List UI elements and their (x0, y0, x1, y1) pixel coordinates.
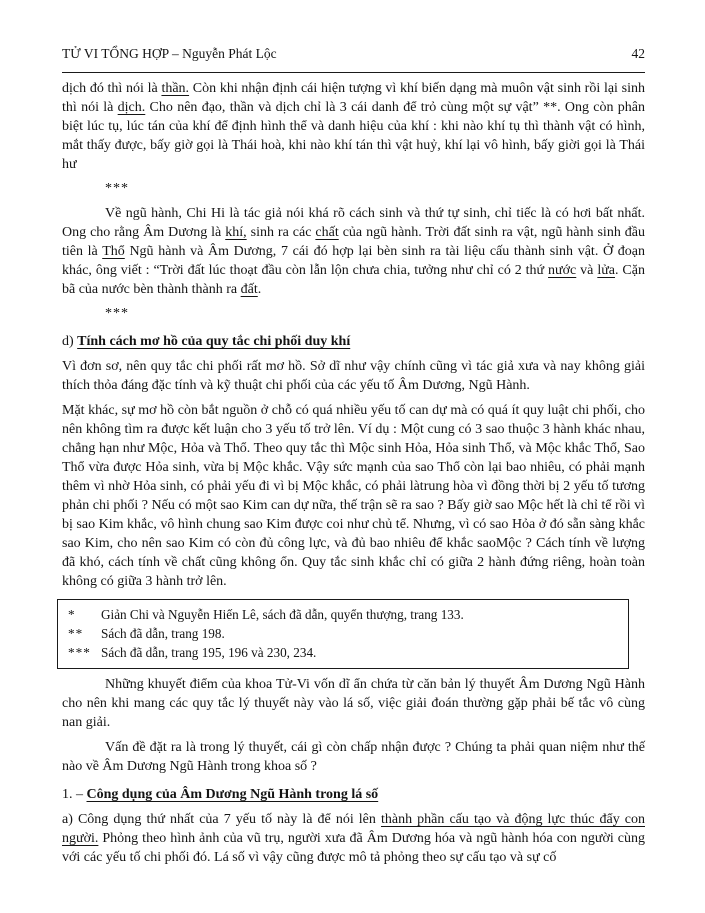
text-segment: khí, (225, 225, 247, 240)
paragraph-nhung-khuyet-diem (62, 675, 645, 732)
paragraph-vi-don-so (62, 357, 645, 395)
text-segment: Cho nên đạo, thần và dịch chỉ là 3 cái danh để trỏ cùng một sự vật” **. Ong còn phân biệt lúc tụ, lúc tán của khí để định hình thể và danh hiệu của khí : khi nào khí tụ thì thành vật có hình, mắt thấy được, bấy giờ gọi là Thái hoà, khi nào khí tán thì vật huỷ, khí lại vô hình, bấy giời gọi là Thái hư (62, 100, 645, 172)
text-segment: dịch. (117, 100, 146, 115)
footnote-1 (68, 605, 620, 624)
text-segment: thần. (161, 81, 190, 96)
text-segment: đất (240, 282, 258, 297)
section-separator-stars: *** (105, 306, 129, 321)
paragraph-mat-khac (62, 401, 645, 591)
section-heading-1 (62, 785, 645, 804)
text-segment: Về ngũ hành, Chi Hi là tác giả nói khá rõ cách sinh và thứ tự sinh, chỉ tiếc là có hơi bất nhất. Ong cho rằng Âm Dương là (62, 206, 645, 240)
text-segment: Thổ (102, 244, 125, 259)
running-title: TỬ VI TỔNG HỢP – Nguyễn Phát Lộc (62, 46, 277, 61)
text-segment: Tính cách mơ hồ của quy tắc chi phối duy khí (77, 334, 351, 349)
text-segment: a) Công dụng thứ nhất của 7 yếu tố này là để nói lên (62, 812, 381, 827)
text-segment: 1. – (62, 787, 87, 802)
paragraph-ngu-hanh (62, 204, 645, 299)
text-segment: . Cặn bã của nước bèn thành thành ra (62, 263, 645, 297)
footnote-text: Giản Chi và Nguyễn Hiến Lê, sách đã dẫn, quyển thượng, trang 133. (101, 607, 464, 622)
text-segment: Mặt khác, sự mơ hồ còn bắt nguồn ở chỗ có quá nhiều yếu tố can dự mà có quá ít quy luật chi phối, cho nên không tìm ra được kết luận cho 3 yếu tố trở lên. Ví dụ : Một cung có 3 sao thuộc 3 hành khác nhau, chẳng hạn như Mộc, Hỏa và Thổ. Theo quy tắc thì Mộc sinh Hỏa, Hỏa sinh Thổ, và Mộc khắc Thổ, Sao Thổ vừa được Hỏa sinh, vừa bị Mộc khắc. Vậy sức mạnh của sao Thổ còn lại bao nhiêu, có phải mạnh thêm vì nhờ Hỏa sinh, có phải yếu đi vì bị Mộc khắc, có phải làtrung hòa vì đồng thời bị 2 yếu tố tương phản chi phối ? Nếu có một sao Kim can dự nữa, thế trận sẽ ra sao ? Bấy giờ sao Mộc hết là chỉ tể rồi vì bị sao Kim khắc, vô hình chung sao Kim được coi như chủ tể. Nhưng, vì có sao Hỏa ở đó sẵn sàng khắc sao Kim, cho nên sao Kim có còn đủ công lực, và đủ bao nhiêu để khắc saoMộc ? Cách tính về lượng đã khó, cách tính về chất cũng không ổn. Quy tắc sinh khắc chỉ có giữa 2 hành đứng riêng, hoàn toàn không có giữa 3 hành trở lên. (62, 403, 645, 589)
text-segment: của ngũ hành. Trời đất sinh ra vật, ngũ hành sinh đầu tiên là (62, 225, 646, 259)
text-segment: nước (548, 263, 577, 278)
text-segment: thành phần cấu tạo và động lực thúc đẩy con người. (62, 812, 645, 846)
footnote-marker: * (68, 607, 76, 622)
text-segment: Phỏng theo hình ảnh của vũ trụ, người xưa đã Âm Dương hóa và ngũ hành hóa con người cùng với các yếu tố chi phối đó. Lá số vì vậy cũng được mô tả phỏng theo sự cấu tạo và sự cố (62, 831, 645, 865)
text-segment: Còn khi nhận định cái hiện tượng vì khí biến dạng mà muôn vật sinh rồi lại sinh thì nói là (62, 81, 645, 115)
text-segment: Ngũ hành và Âm Dương, 7 cái đó hợp lại bèn sinh ra tài liệu cấu thành sinh vật. Ở đoạn khác, ông viết : “Trời đất lúc thoạt đầu còn lẫn lộn chưa chia, tưởng như chỉ có 2 thứ (62, 244, 645, 278)
paragraph-continuation (62, 79, 645, 174)
footnote-text: Sách đã dẫn, trang 198. (101, 626, 225, 641)
paragraph-cong-dung-a (62, 810, 645, 867)
header-rule (62, 72, 645, 73)
footnote-text: Sách đã dẫn, trang 195, 196 và 230, 234. (101, 645, 317, 660)
section-separator-stars: *** (105, 181, 129, 196)
footnote-3 (68, 643, 620, 662)
text-segment: và (576, 263, 598, 278)
text-segment: chất (315, 225, 339, 240)
footnote-2 (68, 624, 620, 643)
text-segment: Những khuyết điểm của khoa Tử-Vi vốn dĩ ẩn chứa từ căn bản lý thuyết Âm Dương Ngũ Hành cho nên khi mang các quy tắc lý thuyết này vào lá số, việc giải đoán thường gặp phải bế tắc vô cùng nan giải. (62, 677, 645, 730)
page-number: 42 (631, 46, 645, 61)
footnote-marker: *** (68, 645, 91, 660)
section-heading-d (62, 332, 645, 351)
text-segment: lửa (597, 263, 616, 278)
paragraph-van-de-dat-ra (62, 738, 645, 776)
text-segment: Công dụng của Âm Dương Ngũ Hành trong lá số (86, 787, 379, 802)
text-segment: Vì đơn sơ, nên quy tắc chi phối rất mơ hồ. Sở dĩ như vậy chính cũng vì tác giả xưa và nay không giải thích thỏa đáng đặc tính và kỹ thuật chi phối của các yếu tố Âm Dương, Ngũ Hành. (62, 359, 645, 393)
text-segment: sinh ra các (246, 225, 316, 240)
page-header (62, 44, 645, 63)
text-segment: dịch đó thì nói là (62, 81, 162, 96)
text-segment: Vấn đề đặt ra là trong lý thuyết, cái gì còn chấp nhận được ? Chúng ta phải quan niệm như thế nào về Âm Dương Ngũ Hành trong khoa số ? (62, 740, 645, 774)
text-segment: d) (62, 334, 78, 349)
footnote-marker: ** (68, 626, 84, 641)
text-segment: . (257, 282, 262, 297)
footnote-box (57, 599, 629, 669)
